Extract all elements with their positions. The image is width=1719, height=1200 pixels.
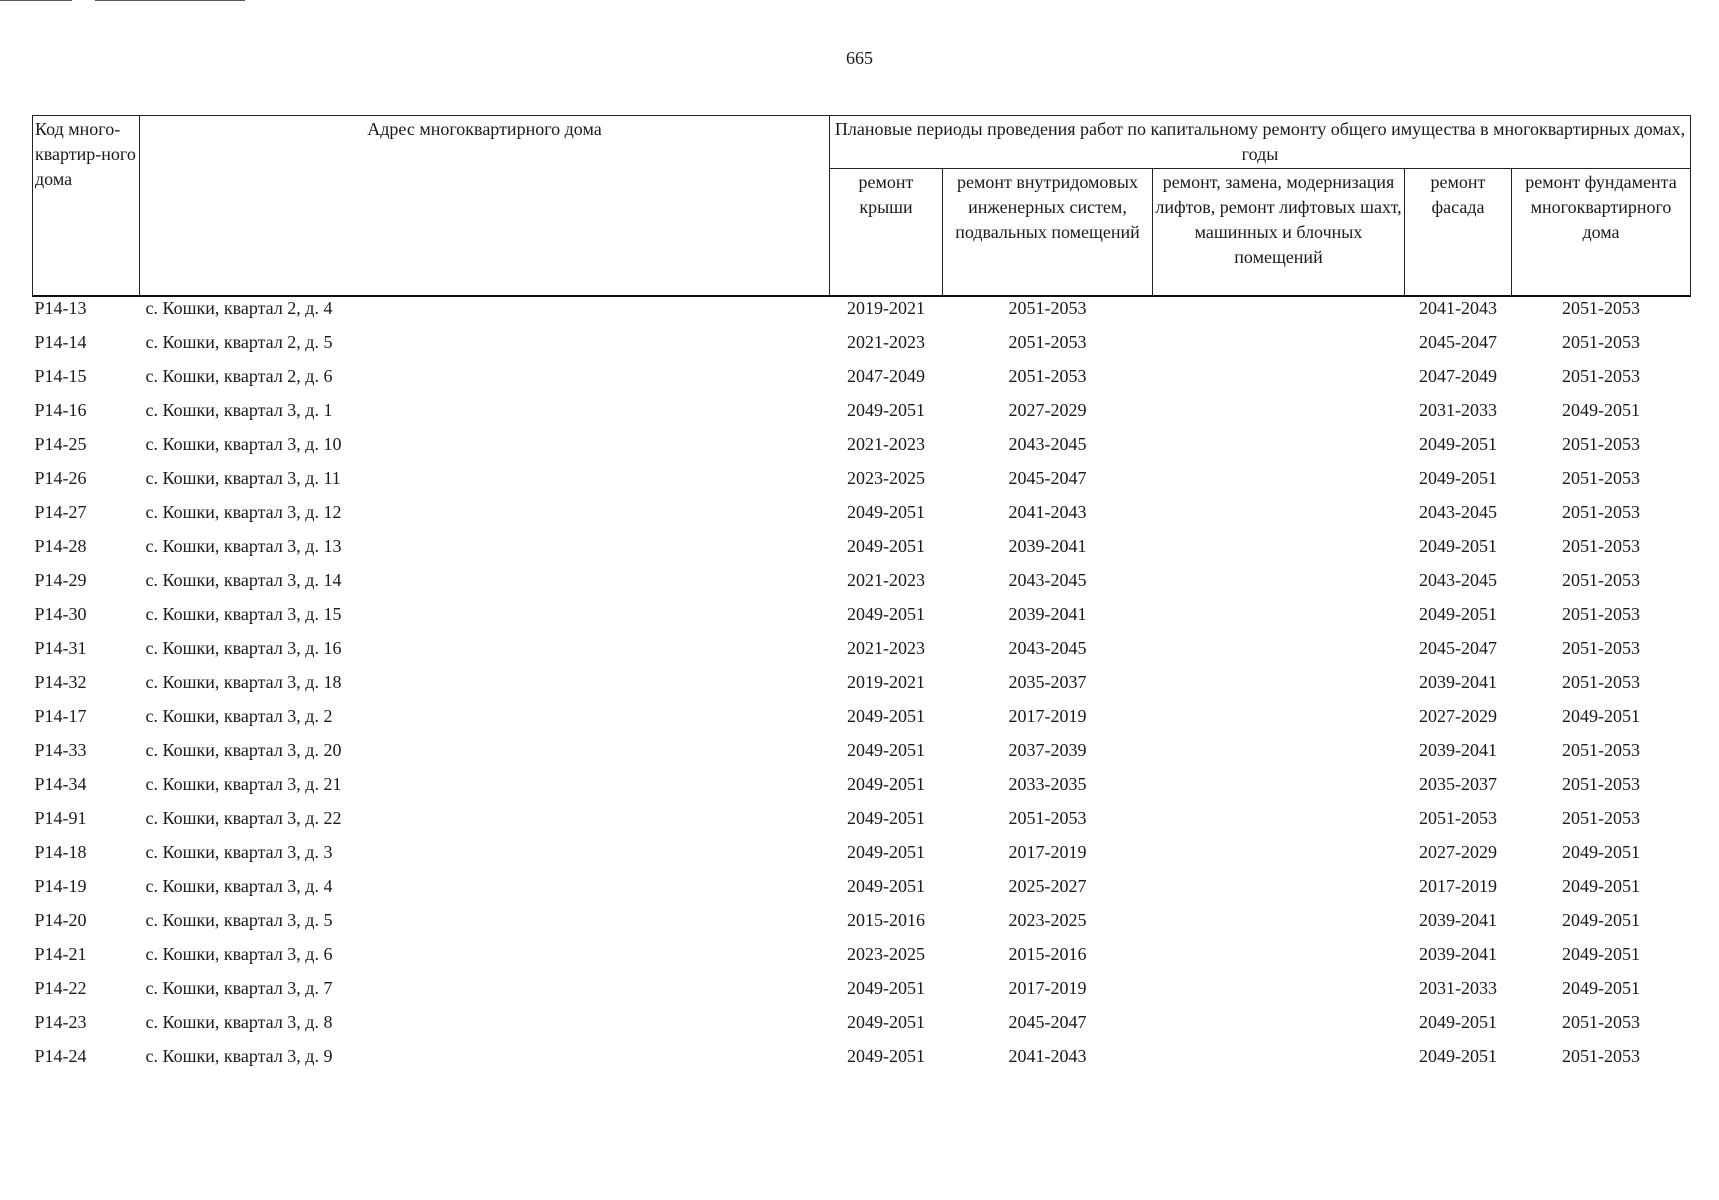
cell-lift [1153, 501, 1405, 535]
cell-code: Р14-23 [34, 1012, 87, 1032]
cell-foundation: 2049-2051 [1562, 910, 1640, 930]
cell-code: Р14-34 [34, 774, 87, 794]
cell-code: Р14-18 [34, 842, 87, 862]
cell-roof: 2023-2025 [847, 468, 925, 488]
cell-roof: 2049-2051 [847, 774, 925, 794]
cell-lift [1153, 433, 1405, 467]
cell-facade: 2043-2045 [1419, 570, 1497, 590]
cell-roof: 2019-2021 [847, 672, 925, 692]
table-row [33, 501, 1691, 535]
cell-roof: 2049-2051 [847, 706, 925, 726]
cell-roof: 2049-2051 [847, 808, 925, 828]
cell-engineering: 2037-2039 [1008, 740, 1087, 760]
cell-facade: 2039-2041 [1419, 910, 1497, 930]
cell-foundation: 2051-2053 [1562, 468, 1640, 488]
cell-engineering: 2017-2019 [1008, 978, 1087, 998]
table-row [33, 807, 1691, 841]
scan-artifact-line [95, 0, 245, 1]
cell-foundation: 2051-2053 [1562, 1012, 1640, 1032]
cell-engineering: 2043-2045 [1008, 570, 1087, 590]
cell-facade: 2031-2033 [1419, 978, 1497, 998]
cell-roof: 2049-2051 [847, 1046, 925, 1066]
cell-foundation: 2051-2053 [1562, 774, 1640, 794]
cell-address: с. Кошки, квартал 2, д. 4 [145, 298, 333, 318]
table-row [33, 433, 1691, 467]
cell-code: Р14-32 [34, 672, 87, 692]
cell-roof: 2049-2051 [847, 842, 925, 862]
cell-lift [1153, 365, 1405, 399]
cell-roof: 2049-2051 [847, 502, 925, 522]
cell-address: с. Кошки, квартал 3, д. 15 [145, 604, 342, 624]
cell-foundation: 2051-2053 [1562, 502, 1640, 522]
cell-engineering: 2051-2053 [1008, 332, 1087, 352]
cell-facade: 2045-2047 [1419, 332, 1497, 352]
cell-foundation: 2051-2053 [1562, 672, 1640, 692]
cell-lift [1153, 977, 1405, 1011]
cell-roof: 2015-2016 [847, 910, 925, 930]
cell-address: с. Кошки, квартал 3, д. 22 [145, 808, 342, 828]
cell-lift [1153, 637, 1405, 671]
cell-address: с. Кошки, квартал 3, д. 7 [145, 978, 333, 998]
cell-facade: 2045-2047 [1419, 638, 1497, 658]
cell-lift [1153, 399, 1405, 433]
cell-lift [1153, 1045, 1405, 1079]
cell-address: с. Кошки, квартал 3, д. 5 [145, 910, 333, 930]
cell-lift [1153, 705, 1405, 739]
table-row [33, 1011, 1691, 1045]
cell-engineering: 2033-2035 [1008, 774, 1087, 794]
cell-lift [1153, 909, 1405, 943]
cell-address: с. Кошки, квартал 3, д. 3 [145, 842, 333, 862]
cell-address: с. Кошки, квартал 3, д. 20 [145, 740, 342, 760]
table-row [33, 705, 1691, 739]
cell-roof: 2049-2051 [847, 604, 925, 624]
cell-address: с. Кошки, квартал 3, д. 10 [145, 434, 342, 454]
cell-roof: 2049-2051 [847, 536, 925, 556]
cell-address: с. Кошки, квартал 3, д. 18 [145, 672, 342, 692]
cell-roof: 2049-2051 [847, 978, 925, 998]
cell-facade: 2027-2029 [1419, 706, 1497, 726]
cell-roof: 2049-2051 [847, 400, 925, 420]
header-roof: ремонт крыши [830, 169, 943, 297]
cell-lift [1153, 603, 1405, 637]
cell-address: с. Кошки, квартал 3, д. 16 [145, 638, 342, 658]
table-row [33, 671, 1691, 705]
cell-facade: 2041-2043 [1419, 298, 1497, 318]
repair-schedule-table [32, 115, 1691, 1079]
table-row [33, 739, 1691, 773]
header-lift: ремонт, замена, модернизация лифтов, ремонт лифтовых шахт, машинных и блочных помещений [1153, 169, 1405, 297]
cell-facade: 2049-2051 [1419, 468, 1497, 488]
cell-lift [1153, 807, 1405, 841]
cell-code: Р14-14 [34, 332, 87, 352]
cell-code: Р14-31 [34, 638, 87, 658]
cell-code: Р14-91 [34, 808, 87, 828]
cell-roof: 2049-2051 [847, 1012, 925, 1032]
table-row [33, 535, 1691, 569]
cell-engineering: 2017-2019 [1008, 842, 1087, 862]
cell-foundation: 2049-2051 [1562, 944, 1640, 964]
cell-roof: 2049-2051 [847, 876, 925, 896]
header-facade: ремонт фасада [1405, 169, 1512, 297]
cell-lift [1153, 943, 1405, 977]
cell-lift [1153, 467, 1405, 501]
cell-roof: 2021-2023 [847, 638, 925, 658]
cell-foundation: 2051-2053 [1562, 1046, 1640, 1066]
cell-facade: 2035-2037 [1419, 774, 1497, 794]
cell-foundation: 2051-2053 [1562, 536, 1640, 556]
cell-facade: 2049-2051 [1419, 1046, 1497, 1066]
cell-foundation: 2049-2051 [1562, 876, 1640, 896]
table-row [33, 943, 1691, 977]
cell-lift [1153, 331, 1405, 365]
cell-engineering: 2017-2019 [1008, 706, 1087, 726]
cell-foundation: 2051-2053 [1562, 604, 1640, 624]
page-number: 665 [846, 48, 873, 68]
cell-engineering: 2023-2025 [1008, 910, 1087, 930]
cell-code: Р14-25 [34, 434, 87, 454]
cell-engineering: 2045-2047 [1008, 468, 1087, 488]
cell-roof: 2021-2023 [847, 570, 925, 590]
cell-facade: 2027-2029 [1419, 842, 1497, 862]
cell-address: с. Кошки, квартал 3, д. 2 [145, 706, 333, 726]
table-body [33, 296, 1691, 1079]
cell-engineering: 2039-2041 [1008, 536, 1087, 556]
header-code: Код много-квартир-ного дома [33, 116, 140, 297]
cell-facade: 2049-2051 [1419, 1012, 1497, 1032]
table-row [33, 331, 1691, 365]
cell-lift [1153, 535, 1405, 569]
cell-code: Р14-30 [34, 604, 87, 624]
cell-address: с. Кошки, квартал 3, д. 11 [145, 468, 341, 488]
cell-engineering: 2051-2053 [1008, 298, 1087, 318]
cell-foundation: 2049-2051 [1562, 978, 1640, 998]
cell-facade: 2039-2041 [1419, 740, 1497, 760]
cell-address: с. Кошки, квартал 3, д. 8 [145, 1012, 333, 1032]
cell-engineering: 2043-2045 [1008, 434, 1087, 454]
cell-facade: 2017-2019 [1419, 876, 1497, 896]
cell-code: Р14-15 [34, 366, 87, 386]
header-engineering: ремонт внутридомовых инженерных систем, подвальных помещений [943, 169, 1153, 297]
table-row [33, 909, 1691, 943]
cell-address: с. Кошки, квартал 3, д. 9 [145, 1046, 333, 1066]
cell-roof: 2021-2023 [847, 434, 925, 454]
cell-engineering: 2035-2037 [1008, 672, 1087, 692]
cell-lift [1153, 671, 1405, 705]
cell-address: с. Кошки, квартал 3, д. 12 [145, 502, 342, 522]
cell-engineering: 2045-2047 [1008, 1012, 1087, 1032]
cell-code: Р14-24 [34, 1046, 87, 1066]
cell-code: Р14-22 [34, 978, 87, 998]
cell-code: Р14-17 [34, 706, 87, 726]
header-periods-group: Плановые периоды проведения работ по капитальному ремонту общего имущества в многоквартирных домах, годы [830, 116, 1691, 169]
cell-lift [1153, 875, 1405, 909]
cell-facade: 2047-2049 [1419, 366, 1497, 386]
cell-engineering: 2039-2041 [1008, 604, 1087, 624]
table-row [33, 569, 1691, 603]
cell-address: с. Кошки, квартал 3, д. 1 [145, 400, 333, 420]
cell-address: с. Кошки, квартал 3, д. 4 [145, 876, 333, 896]
cell-foundation: 2051-2053 [1562, 366, 1640, 386]
cell-engineering: 2041-2043 [1008, 1046, 1087, 1066]
cell-engineering: 2025-2027 [1008, 876, 1087, 896]
cell-code: Р14-13 [34, 298, 87, 318]
cell-address: с. Кошки, квартал 3, д. 6 [145, 944, 333, 964]
cell-engineering: 2051-2053 [1008, 366, 1087, 386]
table-row [33, 841, 1691, 875]
cell-engineering: 2015-2016 [1008, 944, 1087, 964]
cell-foundation: 2051-2053 [1562, 638, 1640, 658]
cell-code: Р14-28 [34, 536, 87, 556]
cell-facade: 2031-2033 [1419, 400, 1497, 420]
cell-lift [1153, 739, 1405, 773]
cell-foundation: 2051-2053 [1562, 434, 1640, 454]
cell-engineering: 2051-2053 [1008, 808, 1087, 828]
table-row [33, 637, 1691, 671]
cell-address: с. Кошки, квартал 2, д. 5 [145, 332, 333, 352]
table-row [33, 399, 1691, 433]
table-row [33, 977, 1691, 1011]
cell-roof: 2049-2051 [847, 740, 925, 760]
header-address: Адрес многоквартирного дома [140, 116, 830, 297]
cell-lift [1153, 296, 1405, 331]
table-row [33, 773, 1691, 807]
table-row [33, 1045, 1691, 1079]
cell-facade: 2043-2045 [1419, 502, 1497, 522]
cell-code: Р14-26 [34, 468, 87, 488]
cell-lift [1153, 1011, 1405, 1045]
cell-roof: 2047-2049 [847, 366, 925, 386]
table-header [33, 116, 1691, 297]
table-row [33, 467, 1691, 501]
cell-roof: 2021-2023 [847, 332, 925, 352]
cell-engineering: 2043-2045 [1008, 638, 1087, 658]
cell-engineering: 2027-2029 [1008, 400, 1087, 420]
table-row [33, 296, 1691, 331]
cell-lift [1153, 773, 1405, 807]
cell-foundation: 2049-2051 [1562, 400, 1640, 420]
cell-address: с. Кошки, квартал 3, д. 14 [145, 570, 342, 590]
cell-facade: 2049-2051 [1419, 536, 1497, 556]
scan-artifact-line [0, 0, 72, 1]
cell-lift [1153, 841, 1405, 875]
cell-address: с. Кошки, квартал 3, д. 21 [145, 774, 342, 794]
cell-code: Р14-19 [34, 876, 87, 896]
cell-code: Р14-20 [34, 910, 87, 930]
table-row [33, 875, 1691, 909]
cell-code: Р14-29 [34, 570, 87, 590]
cell-code: Р14-21 [34, 944, 87, 964]
cell-facade: 2051-2053 [1419, 808, 1497, 828]
cell-foundation: 2049-2051 [1562, 706, 1640, 726]
table-row [33, 365, 1691, 399]
cell-foundation: 2051-2053 [1562, 740, 1640, 760]
cell-facade: 2049-2051 [1419, 604, 1497, 624]
cell-foundation: 2051-2053 [1562, 298, 1640, 318]
cell-engineering: 2041-2043 [1008, 502, 1087, 522]
cell-code: Р14-27 [34, 502, 87, 522]
cell-code: Р14-33 [34, 740, 87, 760]
cell-lift [1153, 569, 1405, 603]
cell-code: Р14-16 [34, 400, 87, 420]
header-foundation: ремонт фундамента многоквартирного дома [1512, 169, 1691, 297]
cell-roof: 2023-2025 [847, 944, 925, 964]
table-row [33, 603, 1691, 637]
cell-facade: 2039-2041 [1419, 672, 1497, 692]
cell-foundation: 2051-2053 [1562, 808, 1640, 828]
cell-facade: 2039-2041 [1419, 944, 1497, 964]
cell-address: с. Кошки, квартал 3, д. 13 [145, 536, 342, 556]
cell-foundation: 2051-2053 [1562, 332, 1640, 352]
cell-address: с. Кошки, квартал 2, д. 6 [145, 366, 333, 386]
cell-roof: 2019-2021 [847, 298, 925, 318]
cell-foundation: 2049-2051 [1562, 842, 1640, 862]
cell-foundation: 2051-2053 [1562, 570, 1640, 590]
cell-facade: 2049-2051 [1419, 434, 1497, 454]
